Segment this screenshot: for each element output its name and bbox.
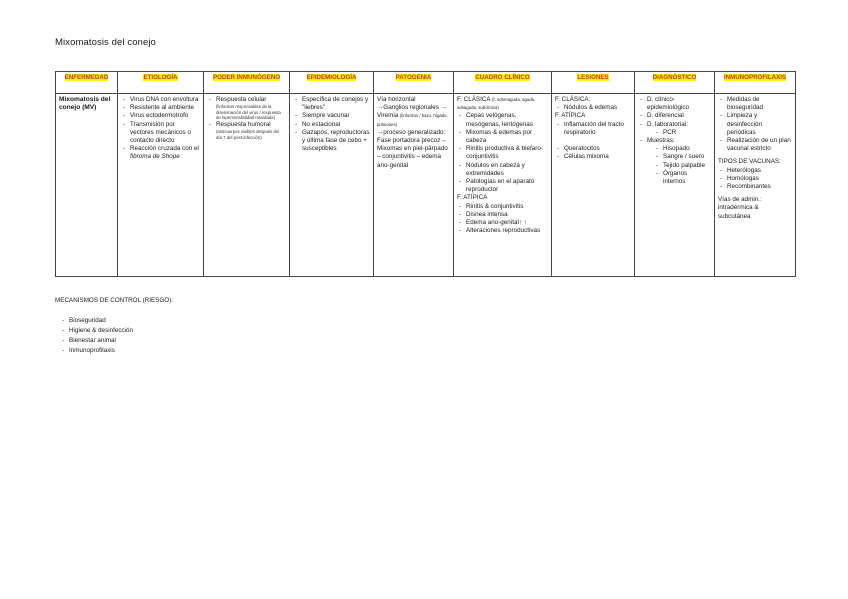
text-line: Vías de admin.: intradérmica & subcutánea — [718, 196, 762, 220]
cell-lesiones — [552, 94, 635, 277]
list-item: - Tejido palpable — [654, 162, 711, 170]
list-item: - Limpieza y desinfección periódicas — [718, 112, 792, 137]
document-title: Mixomatosis del conejo — [55, 37, 156, 48]
header-diagnostico: DIAGNÓSTICO — [635, 72, 715, 94]
list-item: - Homólogas — [718, 175, 792, 183]
list-item: - Gazapos, reproductoras y última fase de cebo + susceptibles — [293, 129, 370, 154]
list-item: - D. diferencial — [638, 112, 711, 120]
list-item: - Bienestar animal — [60, 336, 133, 346]
section-label: F. ATÍPICA — [555, 112, 586, 120]
list-item: - Virus DNA con envoltura — [121, 96, 200, 104]
disease-table — [55, 71, 796, 277]
list-item: - Nódulos & edemas — [555, 104, 631, 112]
list-item: - Medidas de bioseguridad — [718, 96, 792, 112]
list-item: - Sangre / suero — [654, 153, 711, 161]
cell-cuadro-clinico — [454, 94, 552, 277]
list-item: - Rinitis productiva & blefaro-conjuntivitis — [457, 145, 548, 161]
list-item: - Inflamación del tracto respiratorio — [555, 121, 631, 137]
list-item: - Reacción cruzada con el fibroma de Shope — [121, 145, 200, 161]
list-item: - Bioseguridad — [60, 316, 133, 326]
controls-title: MECANISMOS DE CONTROL (RIESGO): — [55, 297, 174, 304]
list-item: - Recombinantes — [718, 183, 792, 191]
list-item: - Patologías en el aparato reproductor — [457, 178, 548, 194]
list-item: - Transmisión por vectores mecánicos o contacto directo — [121, 121, 200, 146]
list-item: - Inmunoprofilaxis — [60, 346, 133, 356]
section-label: F. ATÍPICA — [457, 194, 488, 202]
list-item: - Muestras: — [638, 137, 711, 145]
header-row — [56, 72, 796, 94]
list-item: - Órganos internos — [654, 170, 711, 186]
controls-list — [60, 316, 133, 356]
list-item: - Hisopado — [654, 145, 711, 153]
list-item: - Respuesta celular (linfocitos responsables de la diseminación del virus / respuesta de hipersensibilidad retardada) — [207, 96, 286, 121]
list-item: - Alteraciones reproductivas — [457, 227, 548, 235]
header-cuadro-clinico: CUADRO CLÍNICO — [454, 72, 552, 94]
list-item: - D. clínico-epidemiológico — [638, 96, 711, 112]
list-item: - Queratocitos — [555, 145, 631, 153]
note: (linfocitos / bazo, hígado, pulmones) — [377, 113, 448, 127]
cell-patogenia — [374, 94, 454, 277]
table-row — [56, 94, 796, 277]
text-line: →proceso generalizado: Fase portadora precoz→ — [377, 128, 447, 145]
disease-name: Mixomatosis del conejo (MV) — [59, 96, 111, 112]
list-item: - Disnea intensa — [457, 211, 548, 219]
list-item: - Heterólogas — [718, 167, 792, 175]
list-item: - Cepas velógenas, mesógenas, lentógenas — [457, 112, 548, 128]
list-item: - No estacional — [293, 121, 370, 129]
list-item: - Mixomas & edemas por cabeza — [457, 129, 548, 145]
header-epidemiologia: EPIDEMIOLOGÍA — [290, 72, 374, 94]
header-inmunoprofilaxis: INMUNOPROFILAXIS — [715, 72, 796, 94]
section-label: F. CLÁSICA (f. sobreaguda, aguda, subaguda, subclínica) — [457, 96, 536, 111]
list-item: - D. laboratorial: — [638, 121, 711, 129]
header-etiologia: ETIOLOGÍA — [118, 72, 204, 94]
section-label: F. CLÁSICA: — [555, 96, 591, 103]
text-line: Vía horizontal — [377, 96, 416, 103]
header-enfermedad: ENFERMEDAD — [56, 72, 118, 94]
list-item: - Nódulos en cabeza y extremidades — [457, 162, 548, 178]
cell-poder-inmunogeno — [204, 94, 290, 277]
list-item: - Resistente al ambiente — [121, 104, 200, 112]
list-item: - Edema ano-genital↑ ↑ — [457, 219, 548, 227]
note: (linfocitos responsables de la diseminación del virus / respuesta de hipersensibilidad retardada) — [216, 104, 281, 121]
list-item: - Células mixoma — [555, 153, 631, 161]
text-line: Viremia (linfocitos / bazo, hígado, pulmones) — [377, 112, 448, 127]
cell-diagnostico — [635, 94, 715, 277]
cell-enfermedad — [56, 94, 118, 277]
italic-term: fibroma de Shope — [130, 153, 180, 161]
header-patogenia: PATOGENIA — [374, 72, 454, 94]
list-item: - PCR — [654, 129, 711, 137]
list-item: - Realización de un plan vacunal estricto — [718, 137, 792, 153]
list-item: - Virus ectodermotrofo — [121, 112, 200, 120]
text-line: →Ganglios regionales → — [377, 104, 448, 112]
cell-inmunoprofilaxis — [715, 94, 796, 277]
list-item: - Respuesta humoral (anticuerpos visibles después del día 7 del post-infección) — [207, 121, 286, 140]
note: (f. sobreaguda, aguda, subaguda, subclínica) — [457, 97, 536, 111]
text-line: Mixomas en piel-párpado – conjuntivitis – edema ano-genital — [377, 145, 448, 169]
cell-etiologia — [118, 94, 204, 277]
list-item: - Higiene & desinfección — [60, 326, 133, 336]
note: (anticuerpos visibles después del día 7 del post-infección) — [216, 129, 280, 140]
section-label: TIPOS DE VACUNAS: — [718, 158, 781, 166]
list-item: - Rinitis & conjuntivitis — [457, 203, 548, 211]
header-poder-inmunogeno: PODER INMUNÓGENO — [204, 72, 290, 94]
list-item: - Específica de conejos y "liebres" — [293, 96, 370, 112]
header-lesiones: LESIONES — [552, 72, 635, 94]
list-item: - Siempre vacunar — [293, 112, 370, 120]
cell-epidemiologia — [290, 94, 374, 277]
